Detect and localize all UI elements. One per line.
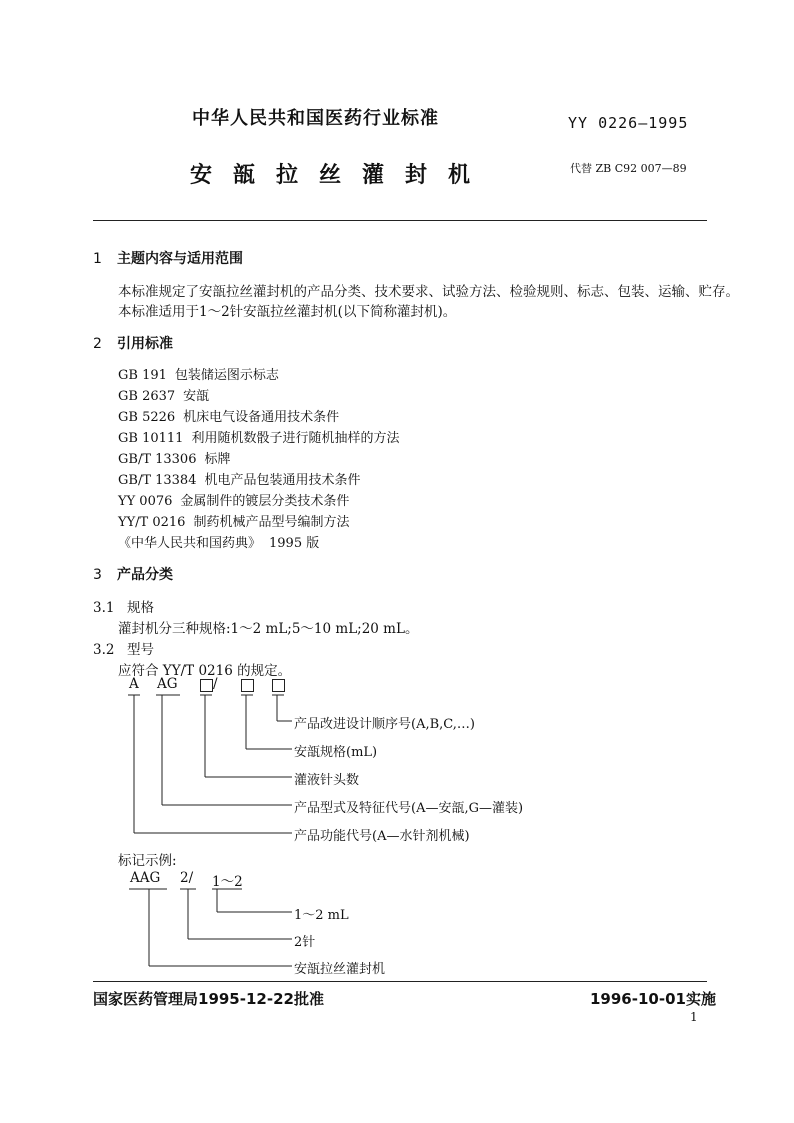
reference-title: 标牌 — [204, 452, 231, 467]
reference-title: 安瓿 — [183, 389, 210, 404]
subsection-3-2-text: 应符合 YY/T 0216 的规定。 — [118, 663, 292, 679]
effective-date: 1996-10-01实施 — [590, 990, 716, 1008]
section-1-line-2: 本标准适用于1～2针安瓿拉丝灌封机(以下简称灌封机)。 — [118, 304, 457, 320]
section-2-title: 引用标准 — [117, 336, 173, 352]
model-code-a: A — [129, 676, 139, 692]
footer-rule — [93, 981, 707, 982]
reference-code: GB/T 13306 — [118, 452, 197, 467]
model-code-ag: AG — [157, 676, 178, 692]
reference-code: 《中华人民共和国药典》 — [118, 536, 262, 551]
example-code-aag: AAG — [130, 870, 161, 886]
reference-title: 1995 版 — [269, 536, 320, 551]
replaces-note: 代替 ZB C92 007—89 — [570, 162, 687, 175]
section-1-number: 1 — [93, 251, 102, 267]
example-label-machine: 安瓿拉丝灌封机 — [294, 962, 386, 977]
section-1-title: 主题内容与适用范围 — [117, 251, 243, 267]
section-3-title: 产品分类 — [117, 567, 173, 583]
model-label-spec: 安瓿规格(mL) — [294, 745, 378, 760]
example-code-needles: 2/ — [180, 870, 194, 886]
model-label-revision: 产品改进设计顺序号(A,B,C,…) — [294, 717, 475, 732]
reference-code: GB 191 — [118, 368, 167, 383]
reference-code: GB 2637 — [118, 389, 176, 404]
reference-title: 机电产品包装通用技术条件 — [204, 473, 361, 488]
example-label-spec: 1～2 mL — [294, 908, 349, 923]
model-label-needles: 灌液针头数 — [294, 773, 360, 788]
example-heading: 标记示例: — [118, 853, 177, 869]
subsection-3-2-title: 型号 — [127, 642, 154, 658]
reference-title: 利用随机数骰子进行随机抽样的方法 — [191, 431, 400, 446]
subsection-3-1-text: 灌封机分三种规格:1～2 mL;5～10 mL;20 mL。 — [118, 621, 419, 637]
subsection-3-1-title: 规格 — [127, 600, 154, 616]
reference-title: 金属制件的镀层分类技术条件 — [180, 494, 350, 509]
subsection-3-2-number: 3.2 — [93, 642, 115, 658]
reference-title: 机床电气设备通用技术条件 — [183, 410, 340, 425]
model-label-function: 产品功能代号(A—水针剂机械) — [294, 829, 470, 844]
subsection-3-1-number: 3.1 — [93, 600, 115, 616]
model-label-type: 产品型式及特征代号(A—安瓿,G—灌装) — [294, 801, 524, 816]
standard-name: 中华人民共和国医药行业标准 — [192, 108, 439, 129]
page-number: 1 — [690, 1010, 698, 1024]
document-title: 安瓿拉丝灌封机 — [190, 163, 492, 188]
example-code-spec: 1～2 — [212, 874, 243, 890]
standard-code: YY 0226—1995 — [568, 114, 689, 132]
reference-code: YY/T 0216 — [118, 515, 186, 530]
reference-code: GB 10111 — [118, 431, 184, 446]
reference-code: YY 0076 — [118, 494, 173, 509]
section-3-number: 3 — [93, 567, 102, 583]
example-label-needles: 2针 — [294, 935, 316, 950]
reference-title: 制药机械产品型号编制方法 — [193, 515, 350, 530]
reference-code: GB 5226 — [118, 410, 176, 425]
section-1-line-1: 本标准规定了安瓿拉丝灌封机的产品分类、技术要求、试验方法、检验规则、标志、包装、运输、贮存。 — [118, 284, 739, 300]
reference-title: 包装储运图示标志 — [174, 368, 279, 383]
reference-code: GB/T 13384 — [118, 473, 197, 488]
approval-date: 国家医药管理局1995-12-22批准 — [93, 990, 324, 1008]
model-slash: / — [213, 676, 218, 692]
section-2-number: 2 — [93, 336, 102, 352]
